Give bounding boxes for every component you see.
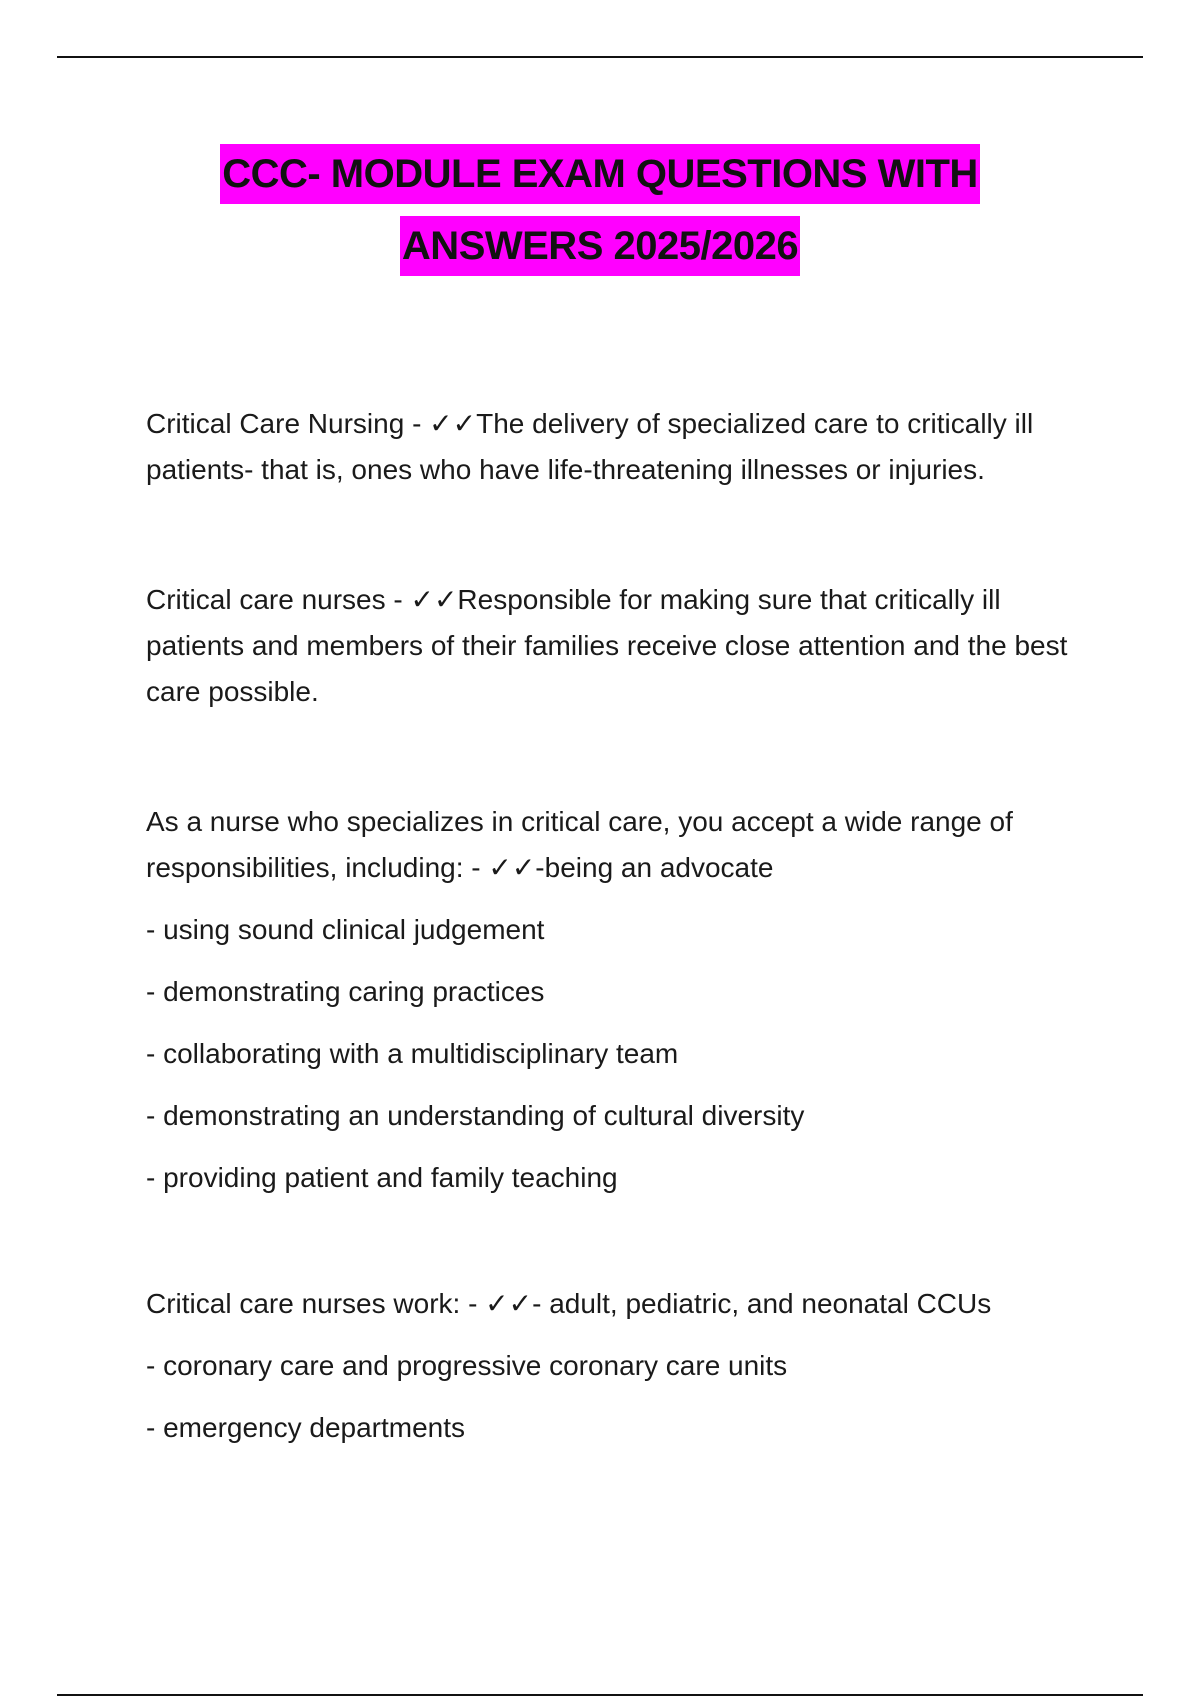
- title-line-1: CCC- MODULE EXAM QUESTIONS WITH: [220, 144, 980, 204]
- document-body: [146, 401, 1106, 1451]
- list-item: - providing patient and family teaching: [146, 1162, 618, 1193]
- entry-critical-care-nursing: Critical Care Nursing - ✓✓The delivery of specialized care to critically ill patients- that is, ones who have life-threatening illnesses or injuries.: [146, 408, 1034, 485]
- list-item: - demonstrating an understanding of cultural diversity: [146, 1100, 805, 1131]
- list-item: - emergency departments: [146, 1412, 466, 1443]
- spacer: [146, 1201, 1106, 1281]
- list-item: - demonstrating caring practices: [146, 976, 545, 1007]
- entry-work-settings: Critical care nurses work: - ✓✓- adult, pediatric, and neonatal CCUs: [146, 1288, 992, 1319]
- list-item: - using sound clinical judgement: [146, 914, 545, 945]
- entry-responsibilities: As a nurse who specializes in critical care, you accept a wide range of responsibilities, including: - ✓✓-being an advocate: [146, 806, 1013, 883]
- spacer: [146, 493, 1106, 577]
- bottom-rule: [57, 1694, 1143, 1696]
- top-rule: [57, 56, 1143, 58]
- spacer: [146, 715, 1106, 799]
- document-title: [0, 144, 1200, 276]
- entry-critical-care-nurses: Critical care nurses - ✓✓Responsible for making sure that critically ill patients and members of their families receive close attention and the best care possible.: [146, 584, 1068, 707]
- title-line-2: ANSWERS 2025/2026: [400, 216, 800, 276]
- list-item: - collaborating with a multidisciplinary team: [146, 1038, 679, 1069]
- list-item: - coronary care and progressive coronary care units: [146, 1350, 788, 1381]
